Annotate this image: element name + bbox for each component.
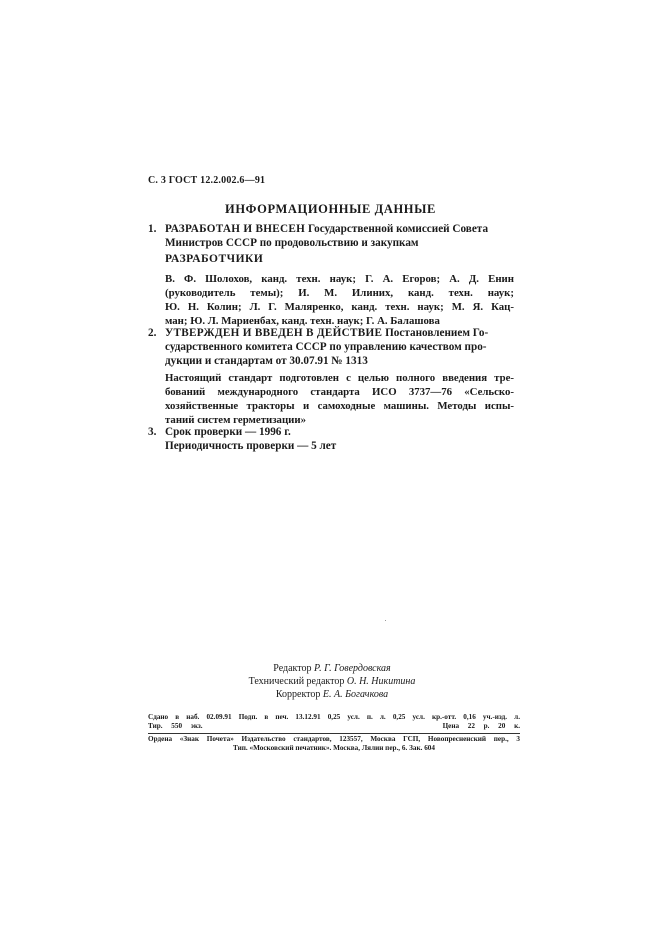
note-line-3: хозяйственные тракторы и самоходные машины. Методы испы- [165,400,514,412]
item-1 [148,222,514,250]
page-header: С. 3 ГОСТ 12.2.002.6—91 [148,175,266,186]
note-line-2: бований международного стандарта ИСО 3737—76 «Сельско- [165,386,514,398]
item-3-number: 3. [148,426,157,438]
imprint-publisher [148,735,520,753]
item-1-line1-rest: Государственной комиссией Совета [305,223,489,235]
editorial-credits [232,662,432,701]
tech-editor-credit: Технический редактор О. Н. Никитина [248,676,416,687]
item-1-number: 1. [148,223,157,235]
developers-line-1: В. Ф. Шолохов, канд. техн. наук; Г. А. Егоров; А. Д. Енин [165,273,514,285]
developers-line-4: ман; Ю. Л. Мариенбах, канд. техн. наук; Г. А. Балашова [165,315,440,327]
item-3-line2: Периодичность проверки — 5 лет [165,440,337,452]
developers-line-3: Ю. Н. Колин; Л. Г. Маляренко, канд. техн. наук; М. Я. Кац- [165,301,514,313]
note-line-1: Настоящий стандарт подготовлен с целью полного введения тре- [165,372,514,384]
item-3 [148,425,514,453]
item-2-line3: дукции и стандартам от 30.07.91 № 1313 [165,355,368,367]
editor-credit: Редактор Р. Г. Говердовская [273,663,391,674]
developers-line-2: (руководитель темы); И. М. Илиних, канд. техн. наук; [165,287,514,299]
item-1-line2: Министров СССР по продовольствию и закупкам [165,237,419,249]
section-title: ИНФОРМАЦИОННЫЕ ДАННЫЕ [225,202,436,216]
developers-list [165,272,514,328]
developers-heading: РАЗРАБОТЧИКИ [165,253,264,265]
speck [385,620,386,621]
item-3-line1: Срок проверки — 1996 г. [165,426,291,438]
item-2-number: 2. [148,327,157,339]
imprint-line-2: Тир. 550 экз. Цена 22 р. 20 к. [148,722,521,730]
note-line-4: таний систем герметизации» [165,414,307,426]
imprint-print-data [148,713,520,731]
imprint-line-4: Тип. «Московский печатник». Москва, Лялин пер., 6. Зак. 604 [232,744,435,752]
item-2 [148,326,514,368]
item-2-line1-rest: Постановлением Го- [382,327,489,339]
imprint-divider [148,733,520,734]
item-2-line2: сударственного комитета СССР по управлению качеством про- [165,341,487,353]
item-2-lead: УТВЕРЖДЕН И ВВЕДЕН В ДЕЙСТВИЕ [165,327,383,339]
imprint-line-1: Сдано в наб. 02.09.91 Подп. в печ. 13.12.91 0,25 усл. п. л. 0,25 усл. кр.-отт. 0,16 уч.-изд. л. [148,713,520,721]
standard-note [165,371,514,427]
item-1-lead: РАЗРАБОТАН И ВНЕСЕН [165,223,306,235]
proofreader-credit: Корректор Е. А. Богачкова [275,689,389,700]
imprint-line-3: Ордена «Знак Почета» Издательство стандартов, 123557, Москва ГСП, Новопресненский пер., 3 [148,735,520,743]
